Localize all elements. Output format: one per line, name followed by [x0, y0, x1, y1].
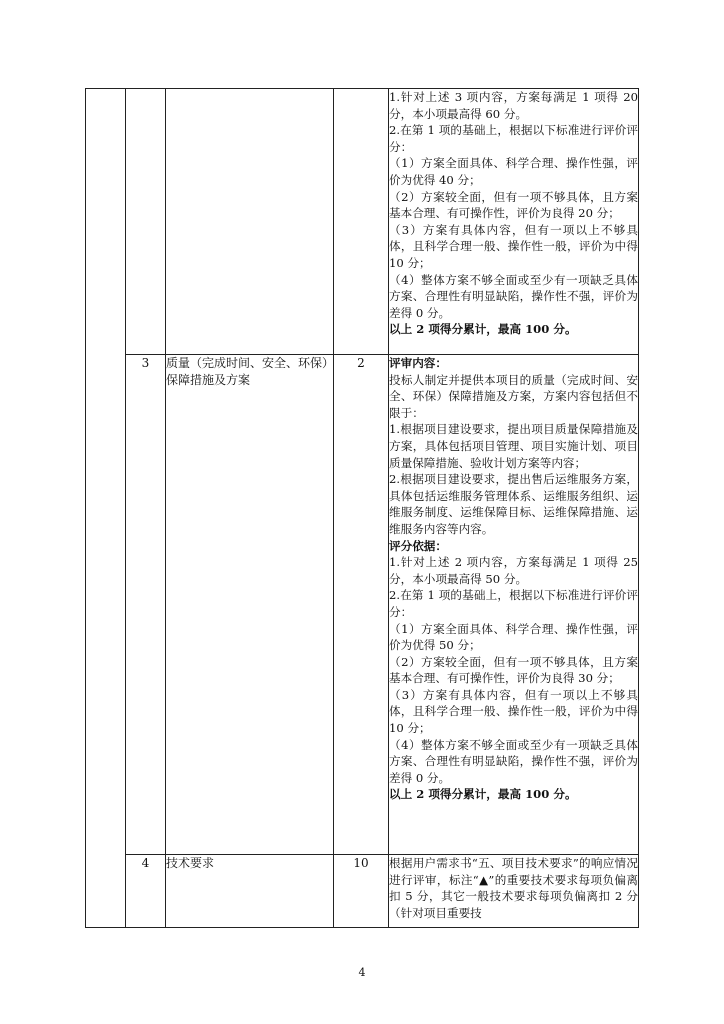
criteria-text: （1）方案全面具体、科学合理、操作性强，评价为优得 40 分； — [389, 156, 638, 187]
criteria-line — [389, 421, 638, 471]
criteria-cell — [389, 89, 639, 355]
criteria-text: 1.针对上述 3 项内容，方案每满足 1 项得 20 分，本小项最高得 60 分。 — [389, 90, 638, 121]
blank-cell — [86, 89, 126, 928]
criteria-text: （4）整体方案不够全面或至少有一项缺乏具体方案、合理性有明显缺陷，操作性不强，评价为差得 0 分。 — [389, 272, 638, 320]
table-row — [86, 355, 639, 855]
item-number: 3 — [126, 355, 166, 855]
criteria-line — [389, 654, 638, 687]
criteria-cell — [389, 355, 639, 855]
criteria-line — [389, 372, 638, 422]
criteria-cell — [389, 855, 639, 928]
page-number: 4 — [358, 966, 366, 979]
item-weight: 10 — [334, 855, 389, 928]
criteria-line — [389, 471, 638, 537]
criteria-text: 以上 2 项得分累计，最高 100 分。 — [389, 322, 577, 337]
criteria-text: （4）整体方案不够全面或至少有一项缺乏具体方案、合理性有明显缺陷，操作性不强，评价为差得 0 分。 — [389, 737, 638, 785]
criteria-text: （1）方案全面具体、科学合理、操作性强，评价为优得 50 分； — [389, 621, 638, 653]
criteria-text: 2.根据项目建设要求，提出售后运维服务方案，具体包括运维服务管理体系、运维服务组织、运维服务制度、运维保障目标、运维保障措施、运维服务内容等内容。 — [389, 472, 638, 536]
table-row — [86, 855, 639, 928]
criteria-text: 评分依据： — [389, 538, 447, 553]
criteria-text: 根据用户需求书“五、项目技术要求”的响应情况进行评审，标注“▲”的重要技术要求每项负偏离扣 5 分，其它一般技术要求每项负偏离扣 2 分（针对项目重要技 — [389, 856, 638, 920]
criteria-text: 2.在第 1 项的基础上，根据以下标准进行评价评分： — [389, 588, 638, 619]
criteria-text: （3）方案有具体内容，但有一项以上不够具体，且科学合理一般、操作性一般，评价为中得 10 分； — [389, 222, 638, 270]
criteria-line — [389, 621, 638, 654]
criteria-heading — [389, 321, 638, 338]
scoring-table — [85, 88, 639, 928]
criteria-line — [389, 155, 638, 188]
criteria-text: 2.在第 1 项的基础上，根据以下标准进行评价评分： — [389, 123, 638, 154]
criteria-heading — [389, 786, 638, 803]
criteria-line — [389, 189, 638, 222]
number-cell — [126, 89, 166, 355]
criteria-line — [389, 122, 638, 155]
criteria-line — [389, 737, 638, 787]
criteria-text: （2）方案较全面，但有一项不够具体，且方案基本合理、有可操作性，评价为良得 30 分； — [389, 654, 638, 686]
criteria-text: 1.针对上述 2 项内容，方案每满足 1 项得 25 分，本小项最高得 50 分。 — [389, 555, 638, 586]
item-name: 质量（完成时间、安全、环保）保障措施及方案 — [166, 355, 334, 855]
criteria-line — [389, 272, 638, 322]
criteria-text: （2）方案较全面，但有一项不够具体，且方案基本合理、有可操作性，评价为良得 20 分； — [389, 189, 638, 221]
item-weight: 2 — [334, 355, 389, 855]
criteria-line — [389, 587, 638, 620]
criteria-text: 评审内容： — [389, 356, 447, 370]
criteria-text: 1.根据项目建设要求，提出项目质量保障措施及方案，具体包括项目管理、项目实施计划、项目质量保障措施、验收计划方案等内容； — [389, 422, 638, 470]
criteria-text: （3）方案有具体内容，但有一项以上不够具体，且科学合理一般、操作性一般，评价为中得 10 分； — [389, 687, 638, 736]
table-row — [86, 89, 639, 355]
item-number: 4 — [126, 855, 166, 928]
criteria-line — [389, 222, 638, 272]
criteria-line — [389, 687, 638, 737]
item-name: 技术要求 — [166, 855, 334, 928]
weight-cell — [334, 89, 389, 355]
criteria-text: 以上 2 项得分累计，最高 100 分。 — [389, 787, 577, 802]
criteria-line — [389, 89, 638, 122]
criteria-text: 投标人制定并提供本项目的质量（完成时间、安全、环保）保障措施及方案，方案内容包括但不限于： — [389, 372, 638, 420]
criteria-line — [389, 554, 638, 587]
item-name-cell — [166, 89, 334, 355]
criteria-line — [389, 855, 638, 921]
criteria-heading — [389, 538, 638, 555]
criteria-heading — [389, 355, 638, 372]
